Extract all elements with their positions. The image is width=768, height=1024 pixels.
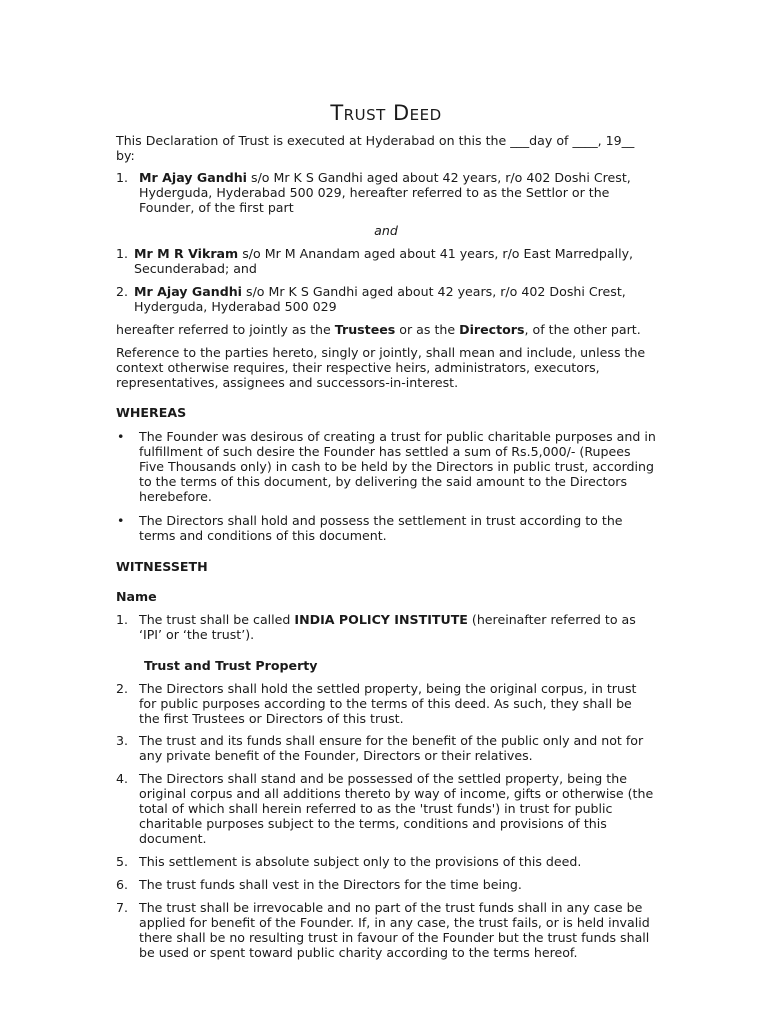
whereas-heading: WHEREAS: [116, 405, 187, 420]
clause-text: This settlement is absolute subject only to the provisions of this deed.: [139, 854, 582, 869]
reference-paragraph: Reference to the parties hereto, singly or jointly, shall mean and include, unless the context otherwise requires, their respective heirs, administrators, executors, representatives, assignees and successors-in-interest.: [116, 345, 646, 390]
whereas-bullet-text: The Directors shall hold and possess the settlement in trust according to the terms and conditions of this document.: [139, 513, 623, 543]
clause-item: [116, 771, 656, 846]
clause-item: [116, 733, 656, 763]
trust-name: INDIA POLICY INSTITUTE: [294, 612, 468, 627]
settlor-name: Mr Ajay Gandhi: [139, 170, 247, 185]
list-number: 5.: [116, 854, 129, 869]
trustee-name: Mr Ajay Gandhi: [134, 284, 242, 299]
clause-item: [116, 681, 656, 726]
list-number: 2.: [116, 681, 129, 696]
list-number: 4.: [116, 771, 129, 786]
clause-text: The trust shall be irrevocable and no part of the trust funds shall in any case be applied for benefit of the Founder. If, in any case, the trust fails, or is held invalid there shall be no resulting trust in favour of the Founder but the trust funds shall be used or spent toward public charity according to the terms hereof.: [139, 900, 650, 960]
clause-text: The Directors shall stand and be possessed of the settled property, being the original corpus and all additions thereto by way of income, gifts or otherwise (the total of which shall herein referred to as the 'trust funds') in trust for public charitable purposes subject to the terms, conditions and provisions of this document.: [139, 771, 654, 846]
list-number: 2.: [116, 284, 129, 299]
settlor-details: s/o Mr K S Gandhi aged about 42 years, r/o 402 Doshi Crest, Hyderguda, Hyderabad 500 029, hereafter referred to as the Settlor or the Founder, of the first part: [139, 170, 631, 215]
list-number: 6.: [116, 877, 129, 892]
trustee-item: [116, 246, 656, 276]
clause-text: The trust funds shall vest in the Directors for the time being.: [139, 877, 522, 892]
trustee-item: [116, 284, 656, 314]
jointly-paragraph: hereafter referred to jointly as the Trustees or as the Directors, of the other part.: [116, 322, 641, 337]
trustee-details: s/o Mr M Anandam aged about 41 years, r/o East Marredpally, Secunderabad; and: [134, 246, 634, 276]
and-separator: and: [374, 223, 398, 238]
witnesseth-heading: WITNESSETH: [116, 559, 208, 574]
list-number: 1.: [116, 612, 129, 627]
bullet-icon: •: [117, 429, 125, 444]
clause-item: 1. The trust shall be called INDIA POLICY INSTITUTE (hereinafter referred to as ‘IPI’ or ‘the trust’).: [116, 612, 636, 642]
trustees-term: Trustees: [334, 322, 396, 337]
trustee-name: Mr M R Vikram: [134, 246, 239, 261]
whereas-bullet-item: [116, 429, 656, 504]
trust-property-heading: Trust and Trust Property: [144, 658, 318, 673]
settlor-item: [116, 170, 656, 215]
whereas-bullet-text: The Founder was desirous of creating a trust for public charitable purposes and in fulfillment of such desire the Founder has settled a sum of Rs.5,000/- (Rupees Five Thousands only) in cash to be held by the Directors in public trust, according to the terms of this document, by delivering the said amount to the Directors herebefore.: [139, 429, 656, 504]
clause-item: [116, 877, 656, 892]
clause-text: The Directors shall hold the settled property, being the original corpus, in trust for public purposes according to the terms of this deed. As such, they shall be the first Trustees or Directors of this trust.: [139, 681, 637, 726]
intro-paragraph: This Declaration of Trust is executed at Hyderabad on this the ___day of ____, 19__ by:: [116, 133, 635, 163]
directors-term: Directors: [459, 322, 525, 337]
list-number: 1.: [116, 246, 129, 261]
bullet-icon: •: [117, 513, 125, 528]
list-number: 7.: [116, 900, 129, 915]
list-number: 1.: [116, 170, 129, 185]
whereas-bullet-item: [116, 513, 656, 543]
trustee-details: s/o Mr K S Gandhi aged about 42 years, r/o 402 Doshi Crest, Hyderguda, Hyderabad 500 029: [134, 284, 626, 314]
list-number: 3.: [116, 733, 129, 748]
name-heading: Name: [116, 589, 157, 604]
document-title: Trust Deed: [330, 101, 442, 125]
clause-text: The trust and its funds shall ensure for the benefit of the public only and not for any private benefit of the Founder, Directors or their relatives.: [139, 733, 644, 763]
clause-item: [116, 900, 656, 960]
clause-item: [116, 854, 656, 869]
